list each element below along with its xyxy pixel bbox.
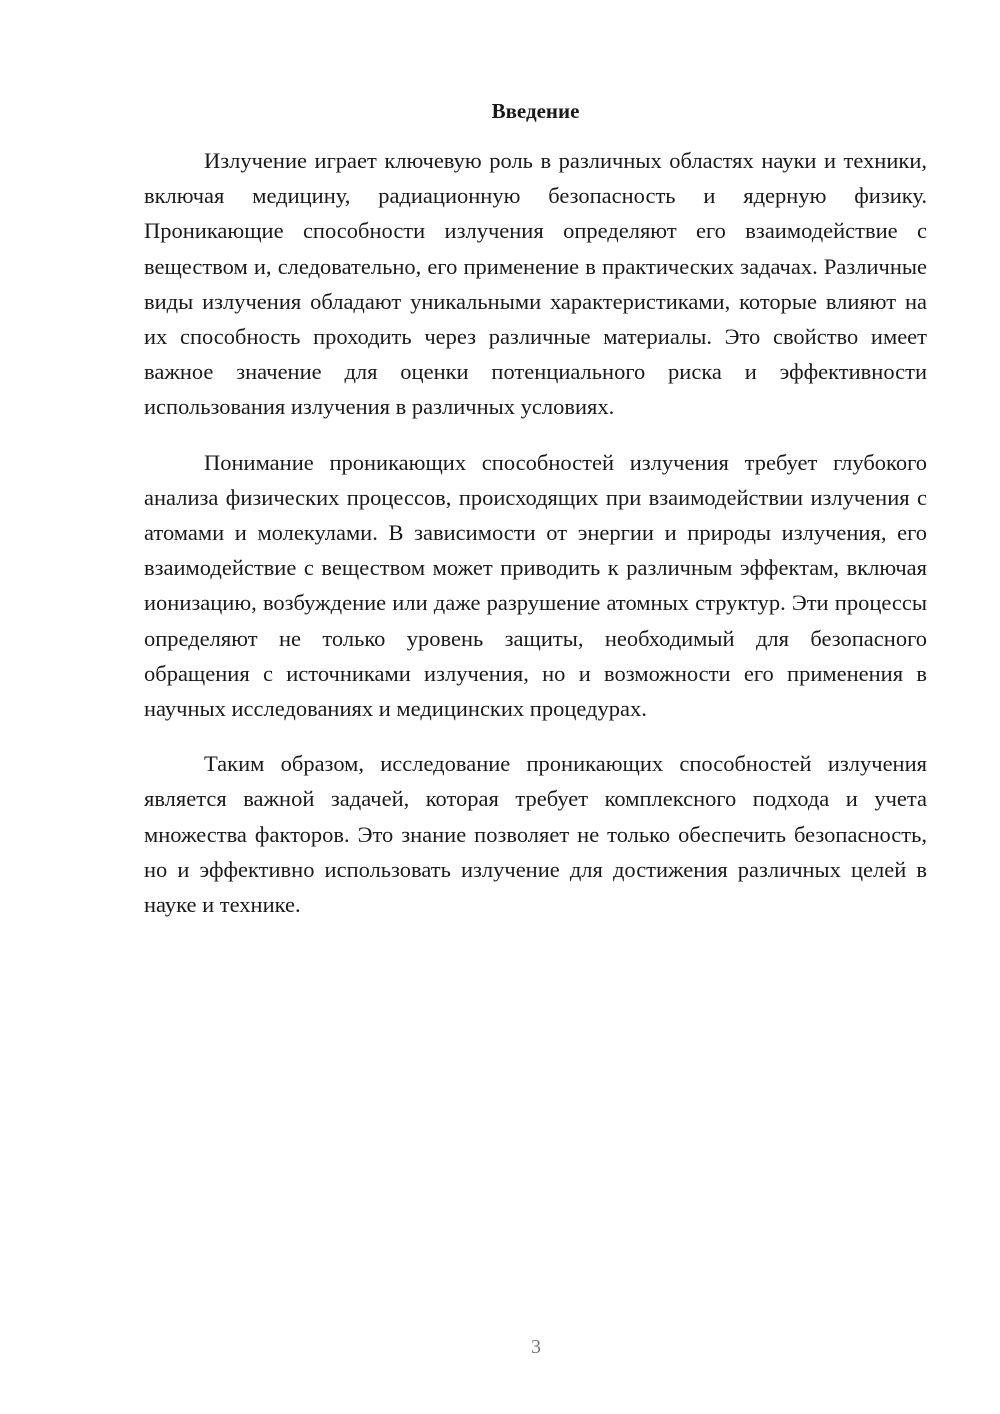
paragraph-3: Таким образом, исследование проникающих способностей излучения является важной задачей, которая требует комплексного подхода и учета множества факторов. Это знание позволяет не только обеспечить безопасность, но и эффективно использовать излучение для достижения различных целей в науке и технике.: [144, 751, 927, 918]
document-body: [144, 143, 927, 942]
paragraph-1: Излучение играет ключевую роль в различных областях науки и техники, включая медицину, радиационную безопасность и ядерную физику. Проникающие способности излучения определяют его взаимодействие с веществом и, следовательно, его применение в практических задачах. Различные виды излучения обладают уникальными характеристиками, которые влияют на их способность проходить через различные материалы. Это свойство имеет важное значение для оценки потенциального риска и эффективности использования излучения в различных условиях.: [144, 148, 927, 420]
paragraph-2: Понимание проникающих способностей излучения требует глубокого анализа физических процессов, происходящих при взаимодействии излучения с атомами и молекулами. В зависимости от энергии и природы излучения, его взаимодействие с веществом может приводить к различным эффектам, включая ионизацию, возбуждение или даже разрушение атомных структур. Эти процессы определяют не только уровень защиты, необходимый для безопасного обращения с источниками излучения, но и возможности его применения в научных исследованиях и медицинских процедурах.: [144, 449, 927, 722]
page-number: 3: [531, 1336, 541, 1358]
document-title: Введение: [491, 99, 580, 123]
